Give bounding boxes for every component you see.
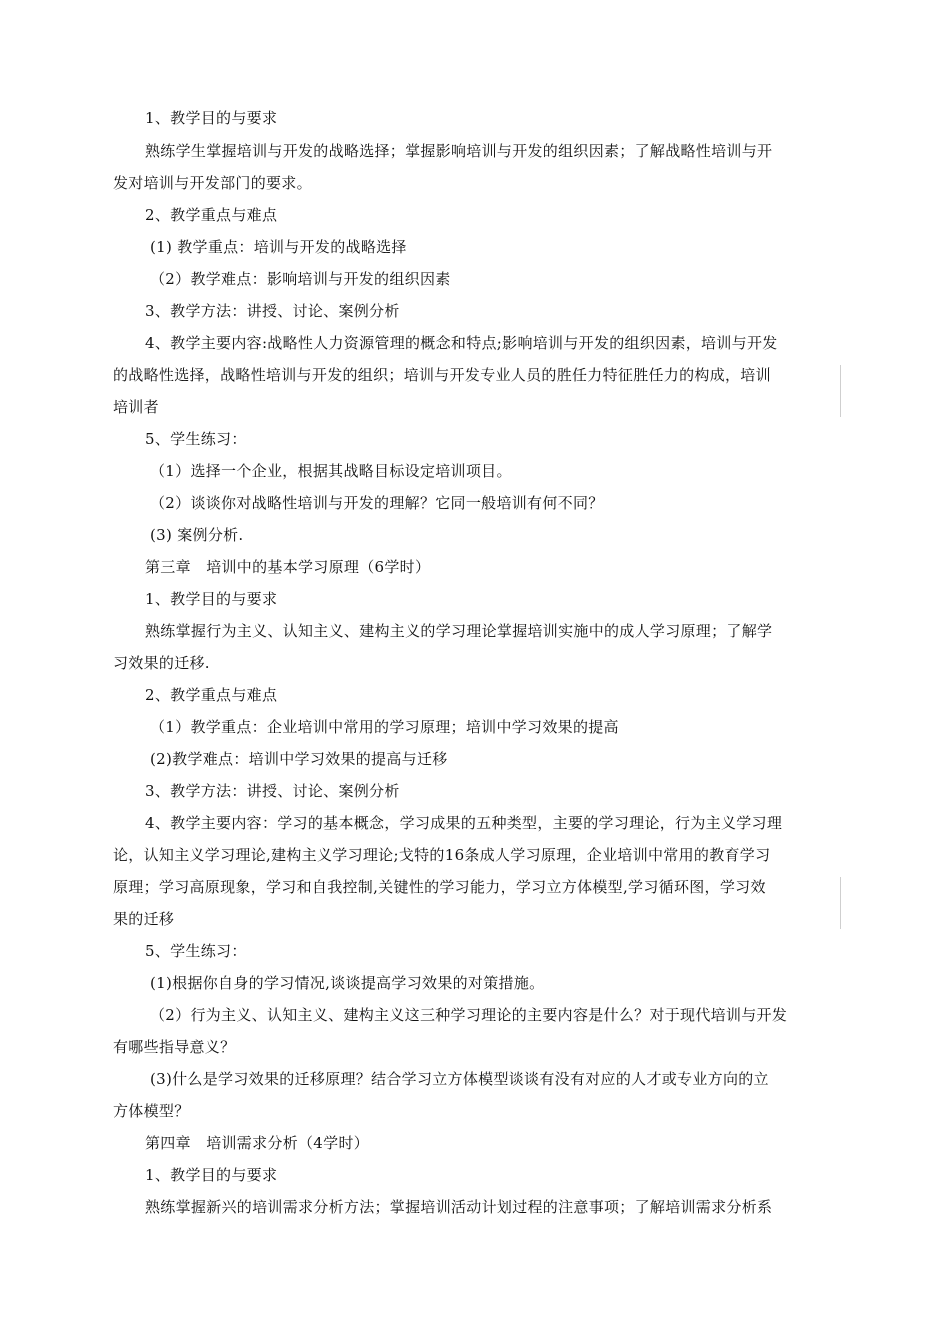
text-line: 原理；学习高原现象，学习和自我控制,关键性的学习能力，学习立方体模型,学习循环图，学习效 [113,878,766,896]
text-line: 5、学生练习： [145,430,247,448]
text-line: 4、教学主要内容:战略性人力资源管理的概念和特点;影响培训与开发的组织因素，培训与开发 [145,334,778,352]
text-line: 1、教学目的与要求 [145,590,278,608]
text-line: 熟练掌握新兴的培训需求分析方法；掌握培训活动计划过程的注意事项；了解培训需求分析系 [145,1198,773,1216]
text-line: 2、教学重点与难点 [145,206,278,224]
text-line: 1、教学目的与要求 [145,1166,278,1184]
text-line: (1)根据你自身的学习情况,谈谈提高学习效果的对策措施。 [150,974,545,992]
text-line: (3) 案例分析. [150,526,244,544]
text-line: 有哪些指导意义？ [113,1038,236,1056]
text-line: 2、教学重点与难点 [145,686,278,704]
text-line: 3、教学方法：讲授、讨论、案例分析 [145,302,400,320]
text-line: （2）教学难点：影响培训与开发的组织因素 [150,270,451,288]
text-line: 熟练掌握行为主义、认知主义、建构主义的学习理论掌握培训实施中的成人学习原理；了解学 [145,622,773,640]
text-line: （2）行为主义、认知主义、建构主义这三种学习理论的主要内容是什么？对于现代培训与开发 [150,1006,788,1024]
text-line: 熟练学生掌握培训与开发的战略选择；掌握影响培训与开发的组织因素；了解战略性培训与开 [145,142,773,160]
margin-mark [840,365,841,417]
chapter-heading: 第三章 培训中的基本学习原理（6学时） [145,558,431,576]
text-line: 4、教学主要内容：学习的基本概念，学习成果的五种类型，主要的学习理论，行为主义学习理 [145,814,783,832]
text-line: (3)什么是学习效果的迁移原理？结合学习立方体模型谈谈有没有对应的人才或专业方向的立 [150,1070,769,1088]
text-line: 3、教学方法：讲授、讨论、案例分析 [145,782,400,800]
text-line: 方体模型？ [113,1102,190,1120]
text-line: 发对培训与开发部门的要求。 [113,174,312,192]
text-line: 培训者 [113,398,159,416]
text-line: 论，认知主义学习理论,建构主义学习理论;戈特的16条成人学习原理，企业培训中常用的教育学习 [113,846,771,864]
chapter-heading: 第四章 培训需求分析（4学时） [145,1134,370,1152]
text-line: 果的迁移 [113,910,175,928]
text-line: (1) 教学重点：培训与开发的战略选择 [150,238,407,256]
text-line: 的战略性选择，战略性培训与开发的组织；培训与开发专业人员的胜任力特征胜任力的构成，培训 [113,366,771,384]
margin-mark [840,877,841,929]
text-line: 习效果的迁移. [113,654,210,672]
text-line: （1）教学重点：企业培训中常用的学习原理；培训中学习效果的提高 [150,718,619,736]
text-line: （2）谈谈你对战略性培训与开发的理解？它同一般培训有何不同？ [150,494,604,512]
text-line: 1、教学目的与要求 [145,109,278,127]
text-line: （1）选择一个企业，根据其战略目标设定培训项目。 [150,462,512,480]
text-line: (2)教学难点：培训中学习效果的提高与迁移 [150,750,448,768]
text-line: 5、学生练习： [145,942,247,960]
